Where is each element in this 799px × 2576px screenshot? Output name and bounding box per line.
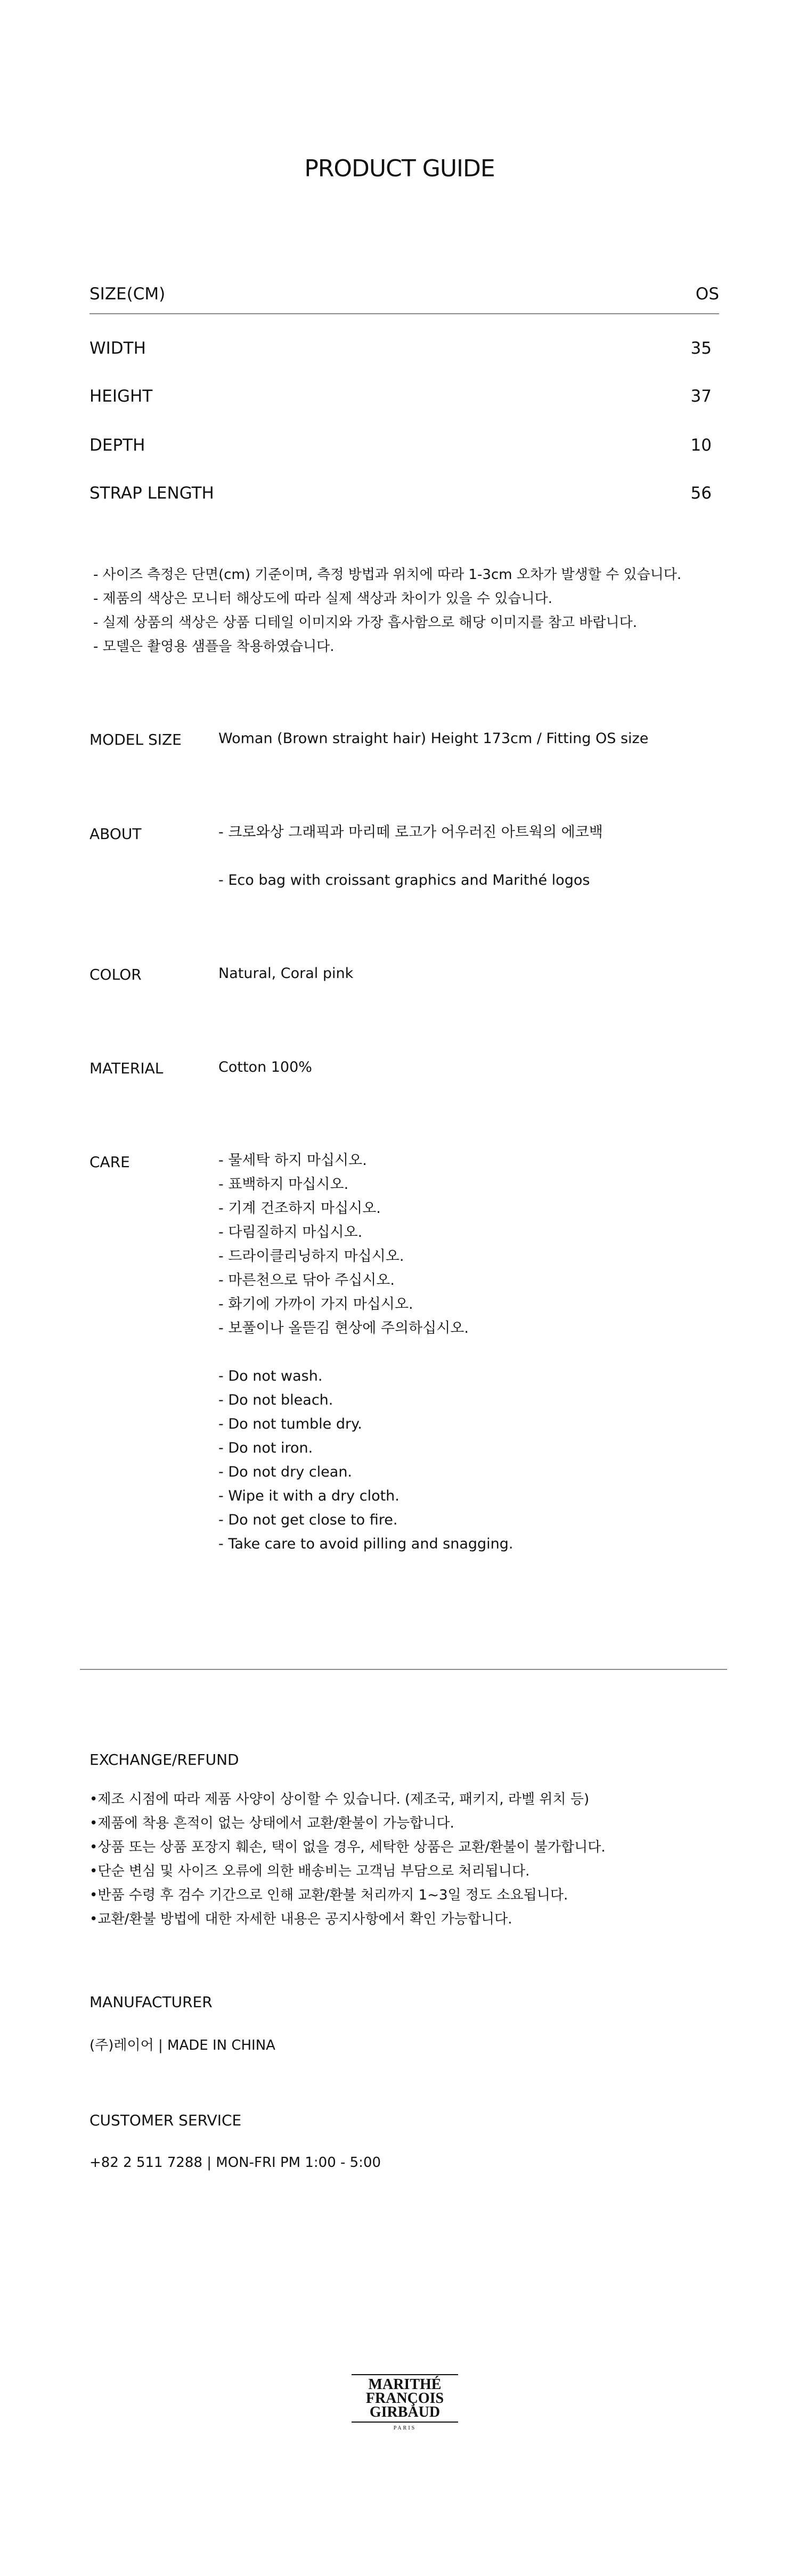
note-line: - 사이즈 측정은 단면(cm) 기준이며, 측정 방법과 위치에 따라 1-3cm 오차가 발생할 수 있습니다. — [93, 567, 682, 583]
size-table-header — [89, 284, 719, 314]
color-value: Natural, Coral pink — [218, 965, 354, 982]
page-title: PRODUCT GUIDE — [304, 155, 495, 182]
size-header-label: SIZE(CM) — [89, 284, 166, 304]
care-value — [218, 1148, 513, 1556]
note-line: - 제품의 색상은 모니터 해상도에 따라 실제 색상과 차이가 있을 수 있습니다. — [93, 591, 553, 607]
care-line: - Do not bleach. — [218, 1392, 333, 1408]
manufacturer-value: (주)레이어 | MADE IN CHINA — [89, 2037, 275, 2053]
size-row-value: 10 — [690, 436, 712, 455]
manufacturer-title: MANUFACTURER — [89, 1993, 213, 2011]
logo-line-1: MARITHÉ — [368, 2376, 442, 2393]
exchange-line: •단순 변심 및 사이즈 오류에 의한 배송비는 고객님 부담으로 처리됩니다. — [89, 1863, 530, 1879]
size-row-label: STRAP LENGTH — [89, 484, 214, 503]
exchange-line: •상품 또는 상품 포장지 훼손, 택이 없을 경우, 세탁한 상품은 교환/환불이 불가합니다. — [89, 1839, 606, 1855]
care-line: - 물세탁 하지 마십시오. — [218, 1152, 367, 1169]
care-line: - Do not iron. — [218, 1440, 313, 1456]
exchange-refund-text — [89, 1788, 606, 1931]
section-divider — [80, 1669, 727, 1670]
care-line: - 표백하지 마십시오. — [218, 1176, 349, 1193]
customer-service-value: +82 2 511 7288 | MON-FRI PM 1:00 - 5:00 — [89, 2155, 381, 2171]
care-line: - Take care to avoid pilling and snagging. — [218, 1536, 513, 1552]
exchange-refund-title: EXCHANGE/REFUND — [89, 1751, 239, 1768]
care-line: - Do not dry clean. — [218, 1464, 353, 1480]
material-label: MATERIAL — [89, 1059, 164, 1077]
material-value: Cotton 100% — [218, 1059, 312, 1075]
note-line: - 실제 상품의 색상은 상품 디테일 이미지와 가장 흡사함으로 해당 이미지를 참고 바랍니다. — [93, 615, 637, 631]
size-row-value: 56 — [690, 484, 712, 503]
care-line: - 마른천으로 닦아 주십시오. — [218, 1272, 395, 1289]
exchange-line: •교환/환불 방법에 대한 자세한 내용은 공지사항에서 확인 가능합니다. — [89, 1911, 512, 1927]
logo-line-4: PARIS — [393, 2425, 417, 2431]
care-label: CARE — [89, 1153, 130, 1171]
care-line: - Do not tumble dry. — [218, 1416, 362, 1432]
logo-line-2: FRANÇOIS — [365, 2390, 444, 2407]
model-size-value: Woman (Brown straight hair) Height 173cm / Fitting OS size — [218, 730, 649, 747]
note-line: - 모델은 촬영용 샘플을 착용하였습니다. — [93, 639, 335, 655]
about-korean: - 크로와상 그래픽과 마리떼 로고가 어우러진 아트웍의 에코백 — [218, 824, 603, 841]
care-line: - 드라이클리닝하지 마십시오. — [218, 1248, 404, 1265]
care-line: - 다림질하지 마십시오. — [218, 1224, 363, 1241]
size-notes — [93, 563, 681, 659]
size-row-label: DEPTH — [89, 436, 145, 455]
about-label: ABOUT — [89, 825, 142, 843]
size-header-value: OS — [695, 284, 719, 304]
logo-line-3: GIRBAUD — [369, 2404, 441, 2420]
model-size-label: MODEL SIZE — [89, 731, 182, 748]
care-line: - 기계 건조하지 마십시오. — [218, 1200, 381, 1217]
size-row-value: 37 — [690, 387, 712, 406]
size-row-label: WIDTH — [89, 339, 146, 358]
size-row-label: HEIGHT — [89, 387, 153, 406]
care-line: - 보풀이나 올뜯김 현상에 주의하십시오. — [218, 1320, 469, 1336]
care-line: - 화기에 가까이 가지 마십시오. — [218, 1296, 413, 1313]
about-english: - Eco bag with croissant graphics and Marithé logos — [218, 872, 590, 888]
care-line: - Wipe it with a dry cloth. — [218, 1488, 399, 1504]
exchange-line: •제품에 착용 흔적이 없는 상태에서 교환/환불이 가능합니다. — [89, 1815, 454, 1831]
brand-logo — [350, 2373, 459, 2433]
exchange-line: •제조 시점에 따라 제품 사양이 상이할 수 있습니다. (제조국, 패키지, 라벨 위치 등) — [89, 1791, 590, 1807]
care-line: - Do not wash. — [218, 1368, 323, 1384]
color-label: COLOR — [89, 966, 142, 983]
size-row-value: 35 — [690, 339, 712, 358]
about-value — [218, 820, 603, 892]
exchange-line: •반품 수령 후 검수 기간으로 인해 교환/환불 처리까지 1~3일 정도 소요됩니다. — [89, 1887, 568, 1903]
care-line: - Do not get close to fire. — [218, 1512, 398, 1528]
customer-service-title: CUSTOMER SERVICE — [89, 2112, 242, 2129]
